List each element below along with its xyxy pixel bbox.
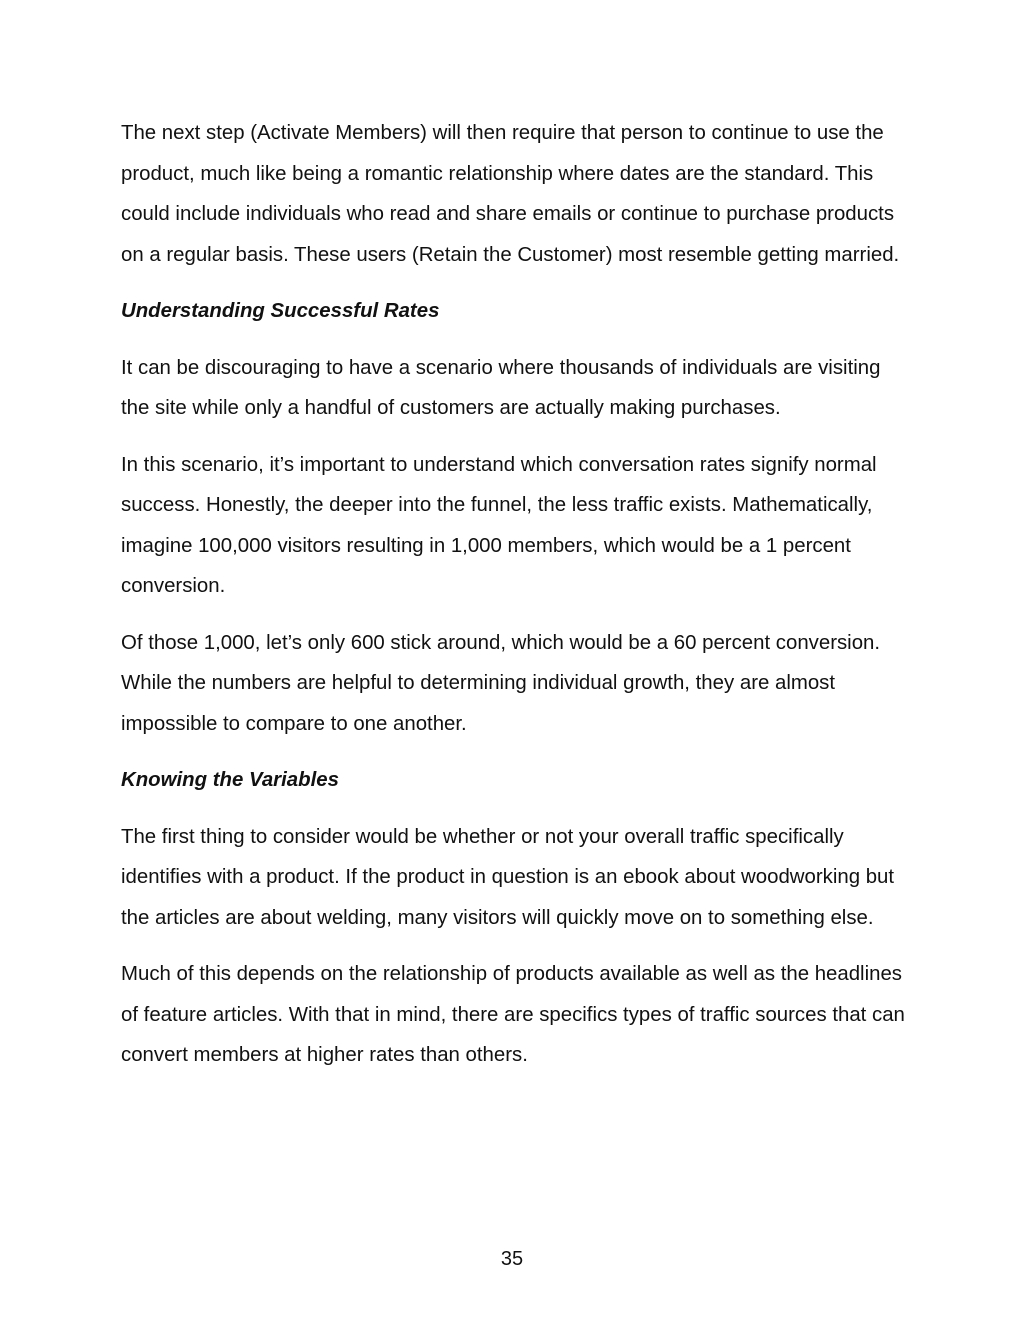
page-body bbox=[121, 113, 911, 1092]
paragraph-activate-members: The next step (Activate Members) will then require that person to continue to use the product, much like being a romantic relationship where dates are the standard. This could include individuals who read and share emails or continue to purchase products on a regular basis. These users (Retain the Customer) most resemble getting married. bbox=[121, 122, 900, 266]
paragraph-conversion-rates: In this scenario, it’s important to understand which conversation rates signify normal success. Honestly, the deeper into the funnel, the less traffic exists. Mathematically, imagine 100,000 visitors resulting in 1,000 members, which would be a 1 percent conversion. bbox=[121, 453, 877, 597]
heading-knowing-the-variables: Knowing the Variables bbox=[121, 769, 339, 791]
heading-understanding-successful-rates: Understanding Successful Rates bbox=[121, 300, 440, 322]
paragraph-first-thing: The first thing to consider would be whether or not your overall traffic specifically identifies with a product. If the product in question is an ebook about woodworking but the articles are about welding, many visitors will quickly move on to something else. bbox=[121, 825, 895, 929]
paragraph-stick-around: Of those 1,000, let’s only 600 stick around, which would be a 60 percent conversion. While the numbers are helpful to determining individual growth, they are almost impossible to compare to one another. bbox=[121, 631, 881, 735]
page-number: 35 bbox=[500, 1248, 524, 1270]
paragraph-relationship-of-products: Much of this depends on the relationship of products available as well as the headlines of feature articles. With that in mind, there are specifics types of traffic sources that can convert members at higher rates than others. bbox=[121, 963, 905, 1066]
paragraph-discouraging-scenario: It can be discouraging to have a scenario where thousands of individuals are visiting the site while only a handful of customers are actually making purchases. bbox=[121, 356, 881, 419]
